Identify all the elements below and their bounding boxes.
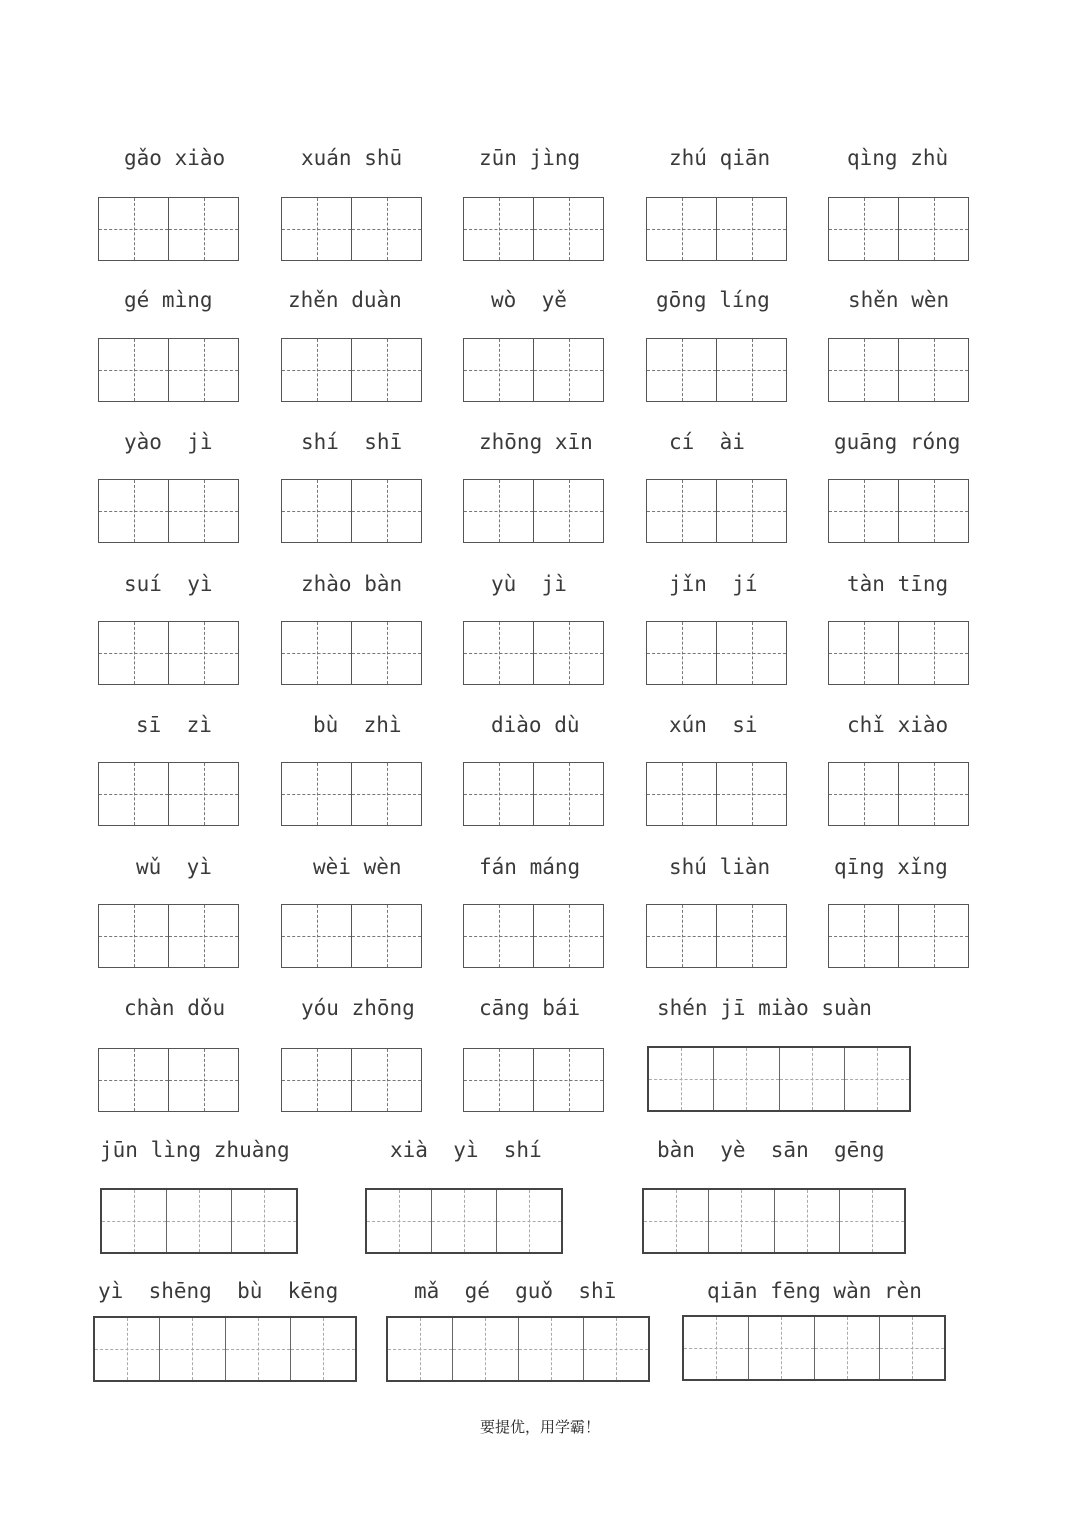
pinyin-label: chàn dǒu (124, 996, 226, 1020)
writing-grid[interactable] (281, 621, 422, 685)
writing-grid[interactable] (463, 762, 604, 826)
writing-grid[interactable] (98, 479, 239, 543)
pinyin-label: shí shī (301, 430, 403, 454)
pinyin-label: gé mìng (124, 288, 213, 312)
writing-grid[interactable] (646, 338, 787, 402)
writing-grid[interactable] (646, 479, 787, 543)
pinyin-label: sī zì (136, 713, 212, 737)
pinyin-label: xuán shū (301, 146, 403, 170)
writing-grid[interactable] (463, 621, 604, 685)
writing-grid[interactable] (646, 621, 787, 685)
pinyin-label: qīng xǐng (834, 855, 948, 879)
writing-grid[interactable] (98, 621, 239, 685)
pinyin-label: diào dù (491, 713, 580, 737)
pinyin-label: qiān fēng wàn rèn (707, 1279, 922, 1303)
writing-grid[interactable] (463, 338, 604, 402)
pinyin-label: cí ài (669, 430, 745, 454)
writing-grid-idiom[interactable] (642, 1188, 906, 1254)
writing-grid[interactable] (281, 762, 422, 826)
pinyin-label: yào jì (124, 430, 213, 454)
pinyin-label: yóu zhōng (301, 996, 415, 1020)
writing-grid[interactable] (646, 762, 787, 826)
pinyin-label: shú liàn (669, 855, 771, 879)
pinyin-label: suí yì (124, 572, 213, 596)
writing-grid[interactable] (281, 338, 422, 402)
pinyin-label: zūn jìng (479, 146, 581, 170)
writing-grid-idiom[interactable] (682, 1315, 946, 1381)
pinyin-label: wò yě (491, 288, 567, 312)
writing-grid[interactable] (463, 904, 604, 968)
pinyin-label: cāng bái (479, 996, 581, 1020)
pinyin-label: zhěn duàn (288, 288, 402, 312)
pinyin-label: shěn wèn (848, 288, 950, 312)
writing-grid[interactable] (281, 1048, 422, 1112)
writing-grid[interactable] (463, 479, 604, 543)
writing-grid-phrase[interactable] (365, 1188, 563, 1254)
pinyin-label: jūn lìng zhuàng (100, 1138, 290, 1162)
pinyin-label: yù jì (491, 572, 567, 596)
pinyin-label: zhú qiān (669, 146, 771, 170)
writing-grid[interactable] (828, 479, 969, 543)
pinyin-label: mǎ gé guǒ shī (414, 1279, 617, 1303)
pinyin-label: xià yì shí (390, 1138, 542, 1162)
pinyin-label: xún si (669, 713, 758, 737)
pinyin-label: zhōng xīn (479, 430, 593, 454)
writing-grid[interactable] (281, 904, 422, 968)
writing-grid[interactable] (463, 197, 604, 261)
writing-grid-phrase[interactable] (100, 1188, 298, 1254)
pinyin-label: gǎo xiào (124, 146, 226, 170)
writing-grid[interactable] (281, 479, 422, 543)
writing-grid-idiom[interactable] (386, 1316, 650, 1382)
pinyin-label: qìng zhù (847, 146, 949, 170)
pinyin-label: zhào bàn (301, 572, 403, 596)
writing-grid[interactable] (828, 197, 969, 261)
writing-grid[interactable] (463, 1048, 604, 1112)
pinyin-label: guāng róng (834, 430, 961, 454)
writing-grid[interactable] (828, 621, 969, 685)
pinyin-label: wèi wèn (313, 855, 402, 879)
pinyin-label: gōng líng (656, 288, 770, 312)
writing-grid-idiom[interactable] (647, 1046, 911, 1112)
pinyin-label: bù zhì (313, 713, 402, 737)
pinyin-label: fán máng (479, 855, 581, 879)
writing-grid-idiom[interactable] (93, 1316, 357, 1382)
pinyin-label: shén jī miào suàn (657, 996, 872, 1020)
footer-slogan: 要提优，用学霸！ (479, 1418, 600, 1436)
writing-grid[interactable] (98, 197, 239, 261)
writing-grid[interactable] (98, 904, 239, 968)
pinyin-label: wǔ yì (136, 855, 212, 879)
writing-grid[interactable] (281, 197, 422, 261)
pinyin-label: tàn tīng (847, 572, 949, 596)
writing-grid[interactable] (828, 762, 969, 826)
writing-grid[interactable] (828, 904, 969, 968)
pinyin-label: jǐn jí (669, 572, 758, 596)
pinyin-label: chǐ xiào (847, 713, 949, 737)
writing-grid[interactable] (98, 1048, 239, 1112)
writing-grid[interactable] (98, 762, 239, 826)
pinyin-label: bàn yè sān gēng (657, 1138, 885, 1162)
writing-grid[interactable] (646, 904, 787, 968)
writing-grid[interactable] (98, 338, 239, 402)
writing-grid[interactable] (828, 338, 969, 402)
writing-grid[interactable] (646, 197, 787, 261)
pinyin-label: yì shēng bù kēng (98, 1279, 339, 1303)
